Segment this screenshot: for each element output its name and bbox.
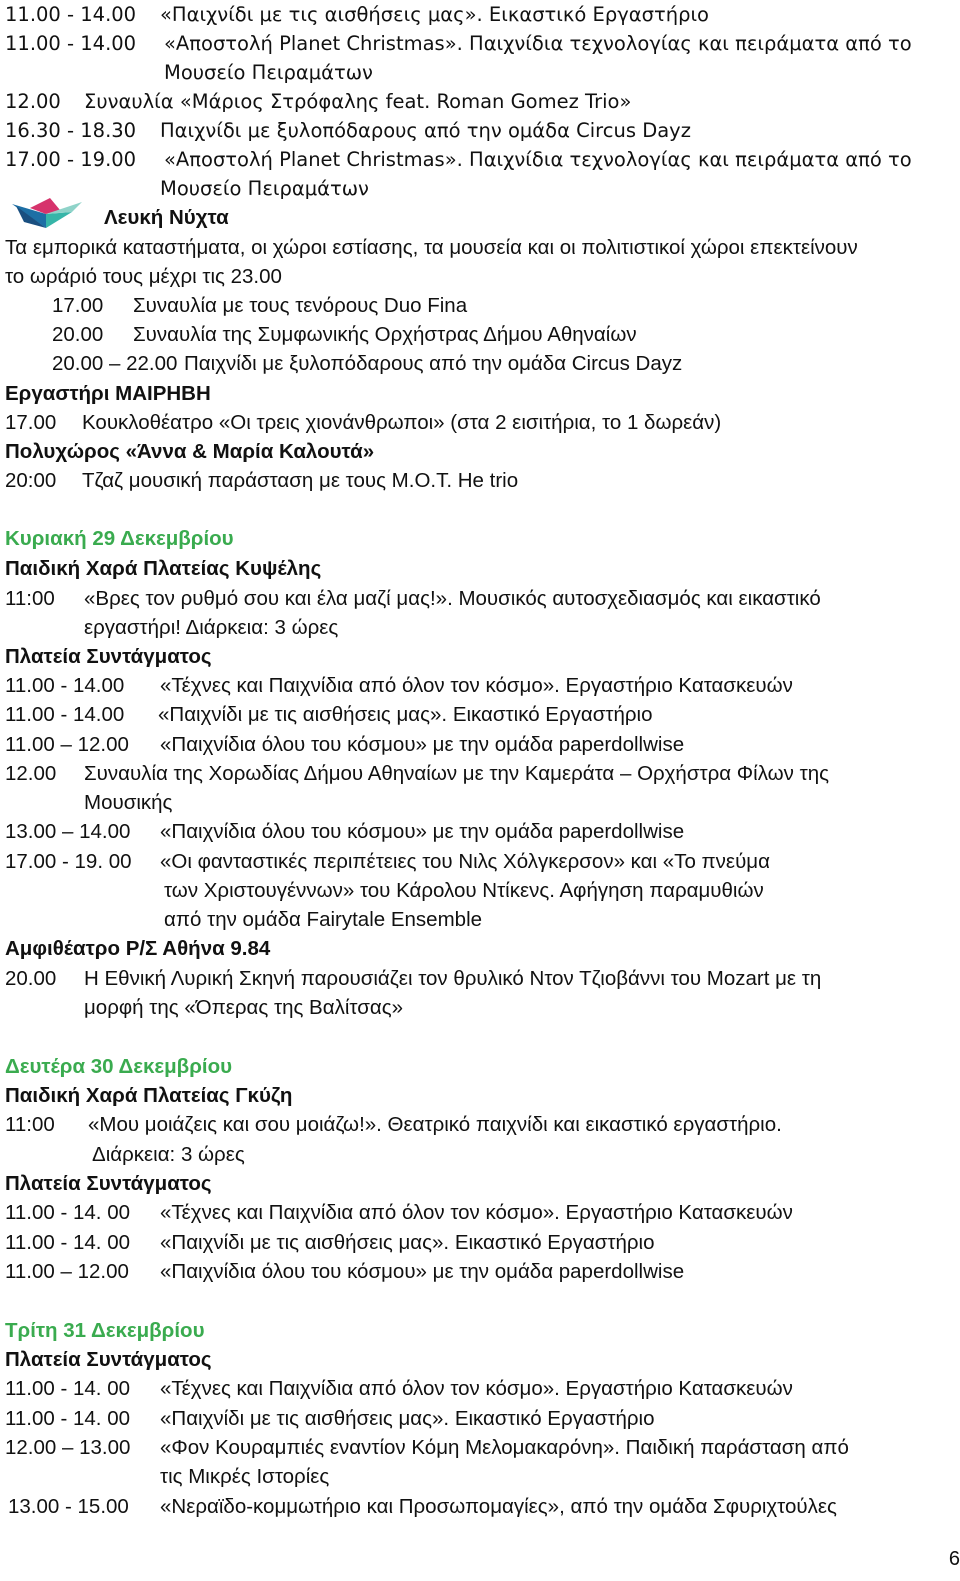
schedule-line: 11.00 – 12.00 «Παιχνίδια όλου του κόσμου» με την ομάδα paperdollwise [5,1260,685,1283]
schedule-line: 11.00 - 14.00 «Αποστολή Planet Christmas». Παιχνίδια τεχνολογίας και πειράματα από το [5,32,912,55]
section-heading: Λευκή Νύχτα [104,206,229,229]
venue-heading: Αμφιθέατρο Ρ/Σ Αθήνα 9.84 [5,937,271,960]
schedule-line: 20.00 Η Εθνική Λυρική Σκηνή παρουσιάζει τον θρυλικό Ντον Τζιοβάννι του Mozart με τη [5,967,822,990]
venue-heading: Πολυχώρος «Άννα & Μαρία Καλουτά» [5,440,375,463]
schedule-line: 11.00 - 14. 00 «Τέχνες και Παιχνίδια από όλον τον κόσμο». Εργαστήριο Κατασκευών [5,1377,793,1400]
schedule-line: 17.00 - 19.00 «Αποστολή Planet Christmas». Παιχνίδια τεχνολογίας και πειράματα από το [5,148,912,171]
schedule-line-continuation: των Χριστουγέννων» του Κάρολου Ντίκενς. Αφήγηση παραμυθιών [164,879,764,902]
schedule-line-continuation: Διάρκεια: 3 ώρες [92,1143,245,1166]
schedule-line-continuation: εργαστήρι! Διάρκεια: 3 ώρες [84,616,339,639]
schedule-line: 11.00 - 14. 00 «Τέχνες και Παιχνίδια από όλον τον κόσμο». Εργαστήριο Κατασκευών [5,1201,793,1224]
schedule-line: 12.00 Συναυλία της Χορωδίας Δήμου Αθηναίων με την Καμεράτα – Ορχήστρα Φίλων της [5,762,829,785]
schedule-line: 11:00 «Βρες τον ρυθμό σου και έλα μαζί μας!». Μουσικός αυτοσχεδιασμός και εικαστικό [5,587,821,610]
venue-heading: Πλατεία Συντάγματος [5,1172,212,1195]
venue-heading: Πλατεία Συντάγματος [5,645,212,668]
schedule-line: 17.00 Συναυλία με τους τενόρους Duo Fina [52,294,468,317]
schedule-line-continuation: Μουσείο Πειραμάτων [160,177,369,200]
schedule-line-continuation: τις Μικρές Ιστορίες [160,1465,330,1488]
paragraph-line: το ωράριό τους μέχρι τις 23.00 [5,265,282,288]
schedule-line: 20.00 – 22.00 Παιχνίδι με ξυλοπόδαρους από την ομάδα Circus Dayz [52,352,683,375]
page-number: 6 [948,1548,960,1570]
venue-heading: Εργαστήρι ΜΑΙΡΗΒΗ [5,382,211,405]
paragraph-line: Τα εμπορικά καταστήματα, οι χώροι εστίασης, τα μουσεία και οι πολιτιστικοί χώροι επεκτείνουν [5,236,858,259]
schedule-line: 11.00 - 14.00 «Τέχνες και Παιχνίδια από όλον τον κόσμο». Εργαστήριο Κατασκευών [5,674,793,697]
schedule-line-continuation: Μουσικής [84,791,173,814]
schedule-line-continuation: από την ομάδα Fairytale Ensemble [164,908,483,931]
venue-heading: Παιδική Χαρά Πλατείας Κυψέλης [5,557,322,580]
schedule-line: 16.30 - 18.30 Παιχνίδι με ξυλοπόδαρους από την ομάδα Circus Dayz [5,119,691,142]
schedule-line: 13.00 – 14.00 «Παιχνίδια όλου του κόσμου» με την ομάδα paperdollwise [5,820,685,843]
schedule-line: 11.00 - 14.00 «Παιχνίδι με τις αισθήσεις μας». Εικαστικό Εργαστήριο [5,3,709,26]
schedule-line: 11.00 - 14.00 «Παιχνίδι με τις αισθήσεις μας». Εικαστικό Εργαστήριο [5,703,653,726]
day-heading: Τρίτη 31 Δεκεμβρίου [5,1319,205,1342]
day-heading: Δευτέρα 30 Δεκεμβρίου [5,1055,233,1078]
schedule-line: 13.00 - 15.00 «Νεραϊδο-κομμωτήριο και Προσωπομαγίες», από την ομάδα Σφυριχτούλες [8,1495,837,1518]
schedule-line: 11.00 - 14. 00 «Παιχνίδι με τις αισθήσεις μας». Εικαστικό Εργαστήριο [5,1407,655,1430]
schedule-line: 12.00 Συναυλία «Μάριος Στρόφαλης feat. Roman Gomez Trio» [5,90,632,113]
schedule-line: 11.00 - 14. 00 «Παιχνίδι με τις αισθήσεις μας». Εικαστικό Εργαστήριο [5,1231,655,1254]
day-heading: Κυριακή 29 Δεκεμβρίου [5,527,234,550]
schedule-line: 12.00 – 13.00 «Φον Κουραμπιές εναντίον Κόμη Μελομακαρόνη». Παιδική παράσταση από [5,1436,849,1459]
schedule-line: 11:00 «Μου μοιάζεις και σου μοιάζω!». Θεατρικό παιχνίδι και εικαστικό εργαστήριο. [5,1113,782,1136]
schedule-line: 20:00 Τζαζ μουσική παράσταση με τους Μ.Ο.Τ. He trio [5,469,519,492]
schedule-line: 11.00 – 12.00 «Παιχνίδια όλου του κόσμου» με την ομάδα paperdollwise [5,733,685,756]
schedule-line-continuation: Μουσείο Πειραμάτων [164,61,373,84]
schedule-line: 17.00 Κουκλοθέατρο «Οι τρεις χιονάνθρωποι» (στα 2 εισιτήρια, το 1 δωρεάν) [5,411,722,434]
venue-heading: Παιδική Χαρά Πλατείας Γκύζη [5,1084,293,1107]
schedule-line: 17.00 - 19. 00 «Οι φανταστικές περιπέτειες του Νιλς Χόλγκερσον» και «Το πνεύμα [5,850,770,873]
schedule-line-continuation: μορφή της «Όπερας της Βαλίτσας» [84,996,403,1019]
schedule-line: 20.00 Συναυλία της Συμφωνικής Ορχήστρας Δήμου Αθηναίων [52,323,637,346]
venue-heading: Πλατεία Συντάγματος [5,1348,212,1371]
